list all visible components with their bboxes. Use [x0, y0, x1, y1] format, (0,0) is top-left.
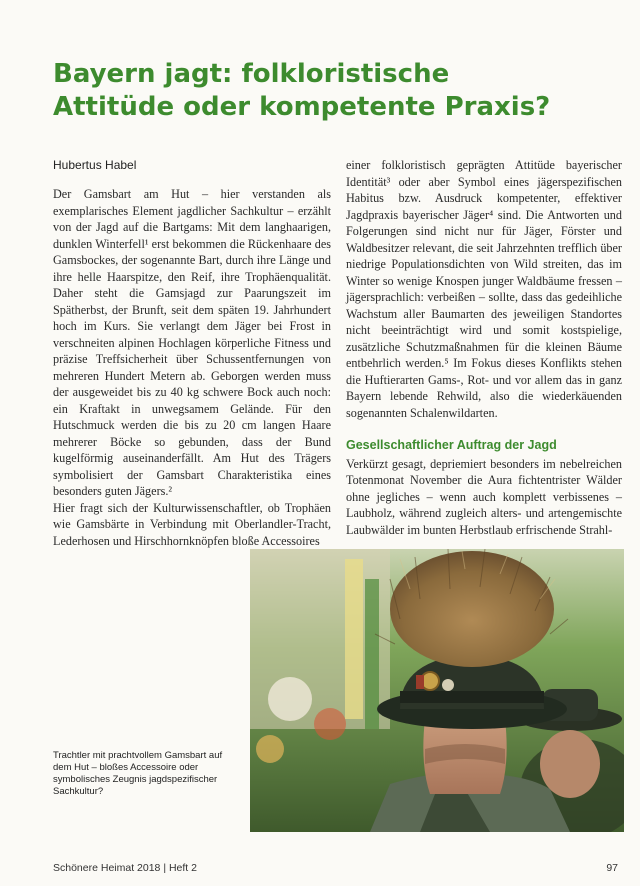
figure-caption: Trachtler mit prachtvollem Gamsbart auf dem Hut – bloßes Accessoire oder symbolisches Zeugnis jagdspezifischer Sachkultur? — [53, 750, 223, 797]
right-column — [346, 157, 622, 538]
paragraph: einer folkloristisch geprägten Attitüde bayerischer Identität³ oder aber Symbol eines jägerspezifischen Habitus bzw. Ausdruck kompetenter, effektiver Jagdpraxis bayerischer Jäger⁴ sind. Die Antworten und Folgerungen sind nicht nur für Jäger, Förster und Waldbesitzer relevant, die seit Jahrzehnten trefflich über niedrige Populationsdichten von Wild streiten, das im Winter so wenige Knospen junger Waldbäume fressen – jägersprachlich: verbeißen – sollte, dass das gedeihliche Wachstum aller Baumarten des jeweiligen Standortes nicht beeinträchtigt wird und somit kostspielige, zusätzliche Schutzmaßnahmen für die kleinen Bäume entbehrlich werden.⁵ Im Fokus dieses Konflikts stehen die Huftierarten Gams-, Rot- und vor allem das in ganz Bayern lebende Rehwild, also die wiederkäuenden sogenannten Schalenwildarten. — [346, 158, 622, 420]
footer-publication: Schönere Heimat 2018 | Heft 2 — [53, 862, 197, 874]
paragraph: Verkürzt gesagt, depriemiert besonders im nebelreichen Totenmonat November die Aura fichtentrister Wälder ohne jegliches – wenn auch komplett verbissenes – Laubholz, während zugleich alters- und artengemischte Laubwälder im bunten Herbstlaub erfrischende Strahl- — [346, 456, 622, 537]
page-number: 97 — [606, 862, 618, 874]
author-name: Hubertus Habel — [53, 158, 137, 172]
photo-illustration — [250, 549, 624, 832]
paragraph: Hier fragt sich der Kulturwissenschaftler, ob Trophäen wie Gamsbärte in Verbindung mit Oberlandler-Tracht, Lederhosen und Hirschhornknöpfen bloße Accessoires — [53, 500, 331, 548]
left-column — [53, 186, 331, 549]
paragraph: Der Gamsbart am Hut – hier verstanden als exemplarisches Element jagdlicher Sachkultur – erzählt von der Jagd auf die Bartgams: Mit dem langhaarigen, dunklen Winterfell¹ erst bekommen die Rückenhaare des Gamsbockes, der sogenannte Bart, durch ihre Länge und ihre helle Haarspitze, den Reif, ihre Trophäenqualität. Daher steht die Gamsjagd zur Paarungszeit im Spätherbst, der Brunft, seit dem späten 19. Jahrhundert hoch im Kurs. Sie verlangt dem Jäger bei Frost in verschneiten alpinen Hochlagen körperliche Fitness und präzise Treffsicherheit über Schussentfernungen von mehreren Hundert Metern ab. Geborgen werden muss der ausgeweidet bis zu 40 kg schwere Bock auch noch: ein Kraftakt in unwegsamem Gelände. Für den Hutschmuck werden die bis zu 20 cm langen Haare mehrerer Böcke so gebunden, dass der Bund kugelförmig auseinanderfällt. Am Hut des Trägers symbolisiert der Gamsbart Charakteristika eines besonders guten Jägers.² — [53, 187, 331, 498]
article-title: Bayern jagt: folkloristische Attitüde oder kompetente Praxis? — [53, 59, 551, 122]
section-subheading: Gesellschaftlicher Auftrag der Jagd — [346, 438, 557, 452]
photo-trachtler-gamsbart — [250, 549, 624, 832]
